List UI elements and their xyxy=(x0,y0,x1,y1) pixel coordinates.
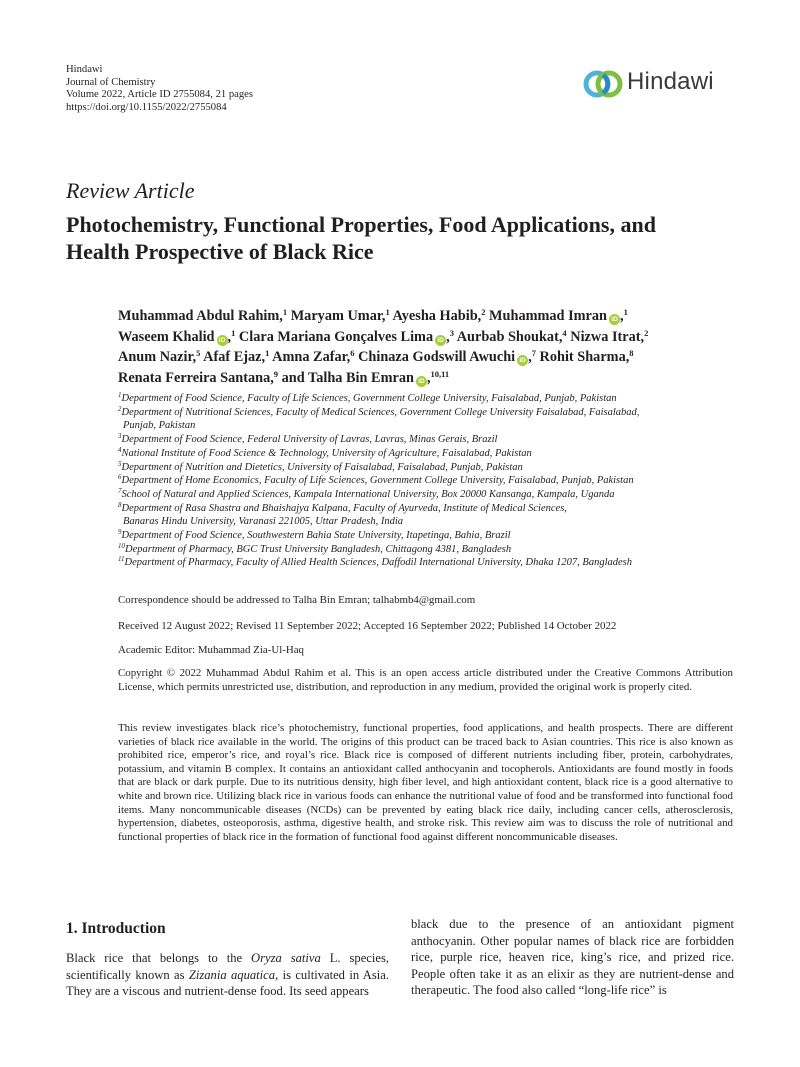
author-list xyxy=(118,306,748,388)
affiliation-line: $^3$Department of Food Science, Federal University of Lavras, Lavras, Minas Gerais, Brazil xyxy=(118,432,498,446)
orcid-icon[interactable]: iD xyxy=(217,335,228,346)
intro-column-left xyxy=(66,950,389,1000)
affiliation-marker: 9 xyxy=(273,368,279,379)
author[interactable]: Clara Mariana Gonçalves Lima iD ,$^3$ xyxy=(238,327,454,345)
affiliation-marker: 1 xyxy=(265,348,270,359)
author-name: Nizwa Itrat, xyxy=(570,328,645,345)
affiliation-marker: 8 xyxy=(629,348,634,359)
author[interactable] xyxy=(118,349,200,365)
author-name: Waseem Khalid xyxy=(118,328,215,345)
affiliation-marker: 1 xyxy=(623,307,628,317)
affiliation-number: 10 xyxy=(118,541,125,550)
affiliation-marker: 1 xyxy=(282,307,288,317)
affiliation-line: $^2$Department of Nutritional Sciences, Faculty of Medical Sciences, Government College University Faisalabad, Faisalabad, xyxy=(118,404,640,418)
author[interactable]: Chinaza Godswill Awuchi iD ,$^7$ xyxy=(358,348,536,366)
affiliation-marker: 7 xyxy=(531,348,536,359)
affiliation-number: 8 xyxy=(118,500,122,509)
affiliation-line: $^4$National Institute of Food Science & Technology, University of Agriculture, Faisalabad, Pakistan xyxy=(118,445,532,459)
affiliation-line: $^6$Department of Home Economics, Faculty of Life Sciences, Government College University, Faisalabad, Punjab, Pakistan xyxy=(118,473,634,487)
doi-link[interactable]: https://doi.org/10.1155/2022/2755084 xyxy=(66,101,227,113)
intro-column-right: black due to the presence of an antioxidant pigment anthocyanin. Other popular names of black rice are forbidden rice, purple rice, heaven rice, king’s rice, and prized rice. People often take it as an elixir as they are nutrient-dense and therapeutic. The food also called “long-life rice” is xyxy=(411,917,734,997)
publication-dates: Received 12 August 2022; Revised 11 September 2022; Accepted 16 September 2022; Published 14 October 2022 xyxy=(118,620,617,632)
journal-name: Journal of Chemistry xyxy=(66,76,156,88)
article-title xyxy=(66,211,756,265)
author-name: Rohit Sharma, xyxy=(539,349,630,366)
affiliation-line: $^9$Department of Food Science, Southwestern Bahia State University, Itapetinga, Bahia, Brazil xyxy=(118,528,511,542)
author-name: Chinaza Godswill Awuchi xyxy=(358,349,516,366)
hindawi-logo-icon xyxy=(583,64,625,104)
author[interactable] xyxy=(118,370,278,386)
affiliation-line: Banaras Hindu University, Varanasi 221005, Uttar Pradesh, India xyxy=(123,516,403,528)
copyright-notice: Copyright © 2022 Muhammad Abdul Rahim et al. This is an open access article distributed under the Creative Commons Attribution License, which permits unrestricted use, distribution, and reproduction in any medium, provided the original work is properly cited. xyxy=(118,667,733,693)
author-name: Amna Zafar, xyxy=(272,349,351,366)
author[interactable] xyxy=(203,349,269,365)
affiliation-number: 9 xyxy=(118,528,122,537)
author-name: Renata Ferreira Santana, xyxy=(118,369,274,386)
affiliation-number: 5 xyxy=(118,459,122,468)
hindawi-logo[interactable] xyxy=(583,64,743,104)
affiliation-marker: 1 xyxy=(231,327,236,338)
author[interactable]: Muhammad Imran iD ,$^1$ xyxy=(489,307,628,324)
species-name: Oryza sativa xyxy=(251,951,321,965)
author-name: Ayesha Habib, xyxy=(392,308,482,324)
academic-editor: Academic Editor: Muhammad Zia-Ul-Haq xyxy=(118,644,304,656)
scientific-name: Zizania aquatica, xyxy=(188,967,279,982)
author-name: Afaf Ejaz, xyxy=(203,349,266,366)
author[interactable] xyxy=(540,349,634,365)
author[interactable] xyxy=(291,308,390,324)
affiliation-number: 6 xyxy=(118,473,122,482)
affiliation-marker: 10,11 xyxy=(430,368,450,379)
author[interactable] xyxy=(457,329,567,345)
affiliation-line: $^5$Department of Nutrition and Dietetics, University of Faisalabad, Faisalabad, Punjab, Pakistan xyxy=(118,459,523,473)
affiliation-line: $^7$School of Natural and Applied Sciences, Kampala International University, Box 20000 Kansanga, Kampala, Uganda xyxy=(118,486,615,500)
affiliation-number: 1 xyxy=(118,391,122,399)
author[interactable]: Waseem Khalid iD ,$^1$ xyxy=(118,327,236,345)
author-name: Muhammad Abdul Rahim, xyxy=(118,308,283,324)
volume-info: Volume 2022, Article ID 2755084, 21 pages xyxy=(66,89,253,101)
author[interactable] xyxy=(393,308,486,324)
affiliation-marker: 5 xyxy=(196,348,201,359)
abstract: This review investigates black rice’s photochemistry, functional properties, food applications, and health prospects. There are different varieties of black rice available in the world. The origins of this product can be traced back to Asian countries. This rice is also known as prohibited rice, emperor’s rice, and royal’s rice. Black rice is composed of different nutrients including fiber, protein, carbohydrates, potassium, and vitamin B complex. It contains an antioxidant called anthocyanin and tocopherols. Antioxidants are found mostly in foods that are black or dark purple. Due to its nutritious density, high fiber level, and high antioxidant content, black rice is a good alternative to white and brown rice. Utilizing black rice in various foods can enhance the nutritional value of food and be transformed into functional food items. Many noncommunicable diseases (NCDs) can be prevented by eating black rice daily, including cancer cells, atherosclerosis, hypertension, diabetes, osteoporosis, asthma, digestive health, and stroke risk. This review aim was to discuss the role of nutritional and functional properties of black rice in the formation of functional food against different noncommunicable diseases. xyxy=(118,722,733,843)
affiliation-number: 7 xyxy=(118,486,122,495)
section-heading: 1. Introduction xyxy=(66,920,166,937)
affiliation-line: $^{11}$Department of Pharmacy, Faculty of Allied Health Sciences, Daffodil International University, Dhaka 1207, Bangladesh xyxy=(118,555,632,569)
affiliation-line: $^{10}$Department of Pharmacy, BGC Trust University Bangladesh, Chittagong 4381, Bangladesh xyxy=(118,541,512,555)
intro-text: L. species, scientifically known as xyxy=(66,951,390,982)
author-name: and Talha Bin Emran xyxy=(281,369,414,386)
affiliation-line: $^1$Department of Food Science, Faculty of Life Sciences, Government College University, Faisalabad, Punjab, Pakistan xyxy=(118,391,617,404)
affiliation-number: 11 xyxy=(118,555,125,564)
author-name: Maryam Umar, xyxy=(290,308,386,324)
article-type: Review Article xyxy=(66,178,195,203)
affiliation-number: 3 xyxy=(118,432,122,441)
author-name: Muhammad Imran xyxy=(489,308,608,324)
author[interactable]: and Talha Bin Emran iD ,$^{10,11}$ xyxy=(281,368,450,386)
author-name: Aurbab Shoukat, xyxy=(456,328,563,345)
author-name: Anum Nazir, xyxy=(118,349,197,366)
intro-text: is cultivated in Asia. They are a viscous and nutrient-dense food. Its seed appears xyxy=(66,967,390,998)
author[interactable] xyxy=(570,329,648,345)
affiliation-marker: 1 xyxy=(385,307,390,317)
orcid-icon[interactable]: iD xyxy=(416,376,427,387)
author-name: Clara Mariana Gonçalves Lima xyxy=(238,328,434,345)
affiliation-number: 2 xyxy=(118,404,122,413)
title-line: Photochemistry, Functional Properties, Food Applications, and xyxy=(66,212,656,237)
orcid-icon[interactable]: iD xyxy=(609,314,620,325)
affiliation-list xyxy=(118,392,758,570)
hindawi-logo-text: Hindawi xyxy=(627,68,714,95)
affiliation-line: $^8$Department of Rasa Shastra and Bhaishajya Kalpana, Faculty of Ayurveda, Institute of Medical Sciences, xyxy=(118,500,567,514)
affiliation-line: Punjab, Pakistan xyxy=(123,420,196,432)
orcid-icon[interactable]: iD xyxy=(435,335,446,346)
affiliation-marker: 2 xyxy=(644,327,649,338)
author[interactable] xyxy=(272,349,354,365)
title-line: Health Prospective of Black Rice xyxy=(66,239,374,264)
author[interactable] xyxy=(118,308,287,324)
journal-header xyxy=(66,64,253,114)
affiliation-number: 4 xyxy=(118,445,122,454)
affiliation-marker: 4 xyxy=(562,327,567,338)
orcid-icon[interactable]: iD xyxy=(517,355,528,366)
publisher-name: Hindawi xyxy=(66,64,103,75)
correspondence: Correspondence should be addressed to Talha Bin Emran; talhabmb4@gmail.com xyxy=(118,594,476,606)
affiliation-marker: 2 xyxy=(481,307,486,317)
intro-text: Black rice that belongs to the xyxy=(66,951,252,965)
affiliation-marker: 3 xyxy=(449,327,454,338)
affiliation-marker: 6 xyxy=(350,348,355,359)
